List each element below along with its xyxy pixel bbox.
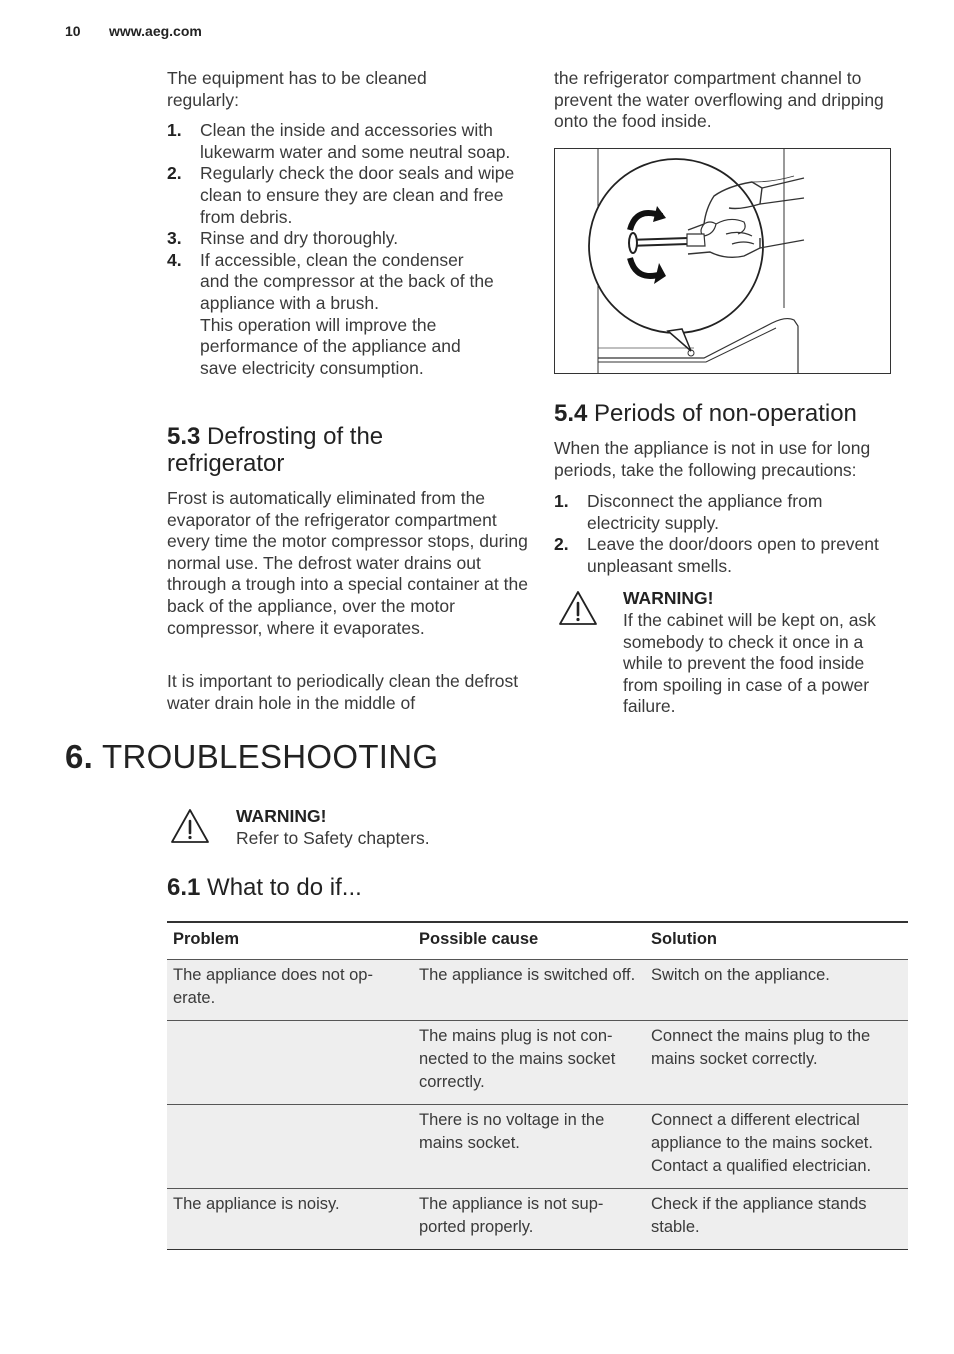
drain-hole-cleaning-illustration — [554, 148, 891, 374]
cleaning-intro: The equipment has to be cleaned regularly: — [167, 68, 427, 110]
table-row — [167, 1021, 908, 1105]
table-cell: Switch on the appliance. — [645, 960, 908, 1021]
defrost-paragraph-1: Frost is automatically eliminated from the evaporator of the refrigerator compartment every time the motor compressor stops, during normal use. The defrost water drains out through a trough into a special container at the back of the appliance, over the motor compressor, where it evaporates. — [167, 488, 528, 638]
list-item: 3. Rinse and dry thoroughly. — [167, 228, 399, 249]
list-item: 1. Clean the inside and accessories with lukewarm water and some neutral soap. — [167, 120, 511, 162]
section-6-1-heading: 6.1 What to do if... — [167, 874, 362, 901]
table-cell: Connect the mains plug to the mains socket correctly. — [645, 1021, 908, 1105]
list-item: 2. Regularly check the door seals and wipe clean to ensure they are clean and free from debris. — [167, 163, 515, 227]
column-header: Problem — [167, 922, 413, 960]
table-cell: The mains plug is not con-nected to the mains socket correctly. — [413, 1021, 645, 1105]
site-url[interactable]: www.aeg.com — [109, 23, 202, 39]
warning-title: WARNING! — [623, 588, 714, 608]
table-row — [167, 1105, 908, 1189]
column-header: Solution — [645, 922, 908, 960]
section-5-3-heading: 5.3 Defrosting of the refrigerator — [167, 423, 384, 477]
list-item: 4. If accessible, clean the condenser and the compressor at the back of the appliance with a brush. This operation will improve the performance of the appliance and save electricity consumption. — [167, 249, 494, 378]
table-cell: The appliance does not op-erate. — [167, 960, 413, 1021]
warning-title: WARNING! — [236, 806, 327, 826]
defrost-paragraph-2-cont: the refrigerator compartment channel to prevent the water overflowing and dripping onto the food inside. — [554, 68, 884, 132]
warning-text: Refer to Safety chapters. — [236, 828, 430, 848]
list-item-extra: This operation will improve the performance of the appliance and save electricity consumption. — [200, 314, 461, 378]
defrost-paragraph-2: It is important to periodically clean the defrost water drain hole in the middle of — [167, 671, 519, 713]
table-header-row — [167, 922, 908, 960]
table-row — [167, 960, 908, 1021]
table-cell: Connect a different electrical appliance to the mains socket. Contact a qualified electrician. — [645, 1105, 908, 1189]
list-item: 2. Leave the door/doors open to prevent unpleasant smells. — [554, 534, 879, 576]
cleaning-block — [167, 68, 527, 379]
table-cell — [167, 1021, 413, 1105]
warning-icon — [558, 590, 598, 626]
section-6-heading: 6. TROUBLESHOOTING — [65, 738, 439, 775]
page-number: 10 — [65, 23, 81, 39]
cleaning-steps — [167, 120, 527, 379]
non-operation-steps — [554, 491, 884, 577]
table-row — [167, 1189, 908, 1250]
list-item: 1. Disconnect the appliance from electricity supply. — [554, 491, 823, 533]
section-5-4-heading: 5.4 Periods of non-operation — [554, 400, 857, 427]
table-cell: The appliance is noisy. — [167, 1189, 413, 1250]
warning-text: If the cabinet will be kept on, ask somebody to check it once in a while to prevent the food inside from spoiling in case of a power failure. — [623, 610, 876, 717]
warning-icon — [170, 808, 210, 844]
table-cell: Check if the appliance stands stable. — [645, 1189, 908, 1250]
table-cell: There is no voltage in the mains socket. — [413, 1105, 645, 1189]
troubleshooting-table — [167, 921, 908, 1250]
table-cell: The appliance is not sup-ported properly. — [413, 1189, 645, 1250]
column-header: Possible cause — [413, 922, 645, 960]
table-cell: The appliance is switched off. — [413, 960, 645, 1021]
non-operation-intro: When the appliance is not in use for long periods, take the following precautions: — [554, 438, 871, 480]
table-cell — [167, 1105, 413, 1189]
